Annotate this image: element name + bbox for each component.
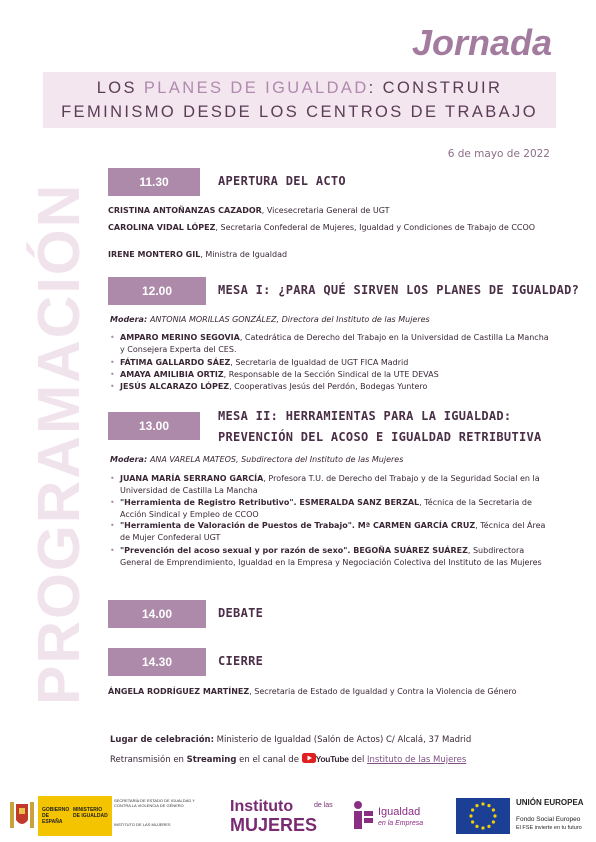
speaker-line: IRENE MONTERO GIL, Ministra de Igualdad xyxy=(108,250,288,259)
session-title: DEBATE xyxy=(218,606,264,620)
speaker-line: ÁNGELA RODRÍGUEZ MARTÍNEZ, Secretaria de Estado de Igualdad y Contra la Violencia de Género xyxy=(108,687,517,696)
list-item: • AMAYA AMILIBIA ORTIZ, Responsable de la Sección Sindical de la UTE DEVAS xyxy=(120,369,550,381)
moderator-line: Modera: ANTONIA MORILLAS GONZÁLEZ, Directora del Instituto de las Mujeres xyxy=(110,315,430,324)
stream-line: Retransmisión en Streaming en el canal de YouTube del Instituto de las Mujeres xyxy=(110,754,467,765)
header-line-2: FEMINISMO DESDE LOS CENTROS DE TRABAJO xyxy=(61,103,538,121)
igualdad-empresa-icon xyxy=(352,800,374,834)
union-europea-logo: UNIÓN EUROPEA Fondo Social Europeo El FSE invierte en tu futuro xyxy=(456,796,588,836)
list-item: • "Herramienta de Registro Retributivo". ESMERALDA SANZ BERZAL, Técnica de la Secretaria de Acción Sindical y Empleo de CCOO xyxy=(120,497,550,521)
session-title-line-1: MESA II: HERRAMIENTAS PARA LA IGUALDAD: xyxy=(218,409,512,423)
time-pill: 14.00 xyxy=(108,600,206,628)
instituto-mujeres-logo: Instituto de las MUJERES xyxy=(230,798,333,835)
event-date: 6 de mayo de 2022 xyxy=(447,148,550,160)
list-item: • "Prevención del acoso sexual y por razón de sexo". BEGOÑA SUÁREZ SUÁREZ, Subdirectora General de Emprendimiento, Igualdad en la Empresa y Negociación Colectiva del Instituto de las Mujeres xyxy=(120,545,550,569)
session-title-line-2: PREVENCIÓN DEL ACOSO E IGUALDAD RETRIBUTIVA xyxy=(218,430,542,444)
instituto-link[interactable]: Instituto de las Mujeres xyxy=(367,755,467,765)
header-line-1: LOS PLANES DE IGUALDAD: CONSTRUIR xyxy=(96,79,503,97)
time-pill: 12.00 xyxy=(108,277,206,305)
list-item: • "Herramienta de Valoración de Puestos de Trabajo". Mª CARMEN GARCÍA CRUZ, Técnica del Área de Mujer Confederal UGT xyxy=(120,520,550,544)
list-item: • JESÚS ALCARAZO LÓPEZ, Cooperativas Jesús del Perdón, Bodegas Yuntero xyxy=(120,381,550,393)
gobierno-logo: GOBIERNO DE ESPAÑA MINISTERIO DE IGUALDAD SECRETARÍA DE ESTADO DE IGUALDAD Y CONTRA LA VIOLENCIA DE GÉNERO INSTITUTO DE LAS MUJERES xyxy=(8,796,216,836)
moderator-line: Modera: ANA VARELA MATEOS, Subdirectora del Instituto de las Mujeres xyxy=(110,455,404,464)
list-item: • AMPARO MERINO SEGOVIA, Catedrática de Derecho del Trabajo en la Universidad de Castilla La Mancha y Consejera Experta del CES. xyxy=(120,332,550,356)
list-item: • FÁTIMA GALLARDO SÁEZ, Secretaria de Igualdad de UGT FICA Madrid xyxy=(120,357,550,369)
session-title: APERTURA DEL ACTO xyxy=(218,174,346,188)
youtube-label: YouTube xyxy=(315,754,349,764)
jornada-title: Jornada xyxy=(411,22,552,63)
session-title: MESA I: ¿PARA QUÉ SIRVEN LOS PLANES DE IGUALDAD? xyxy=(218,283,580,297)
coat-of-arms-icon xyxy=(8,800,36,832)
time-pill: 13.00 xyxy=(108,412,200,440)
time-pill: 11.30 xyxy=(108,168,200,196)
time-pill: 14.30 xyxy=(108,648,206,676)
list-item: • JUANA MARÍA SERRANO GARCÍA, Profesora T.U. de Derecho del Trabajo y de la Seguridad Social en la Universidad de Castilla La Mancha xyxy=(120,473,550,497)
venue-line: Lugar de celebración: Ministerio de Igualdad (Salón de Actos) C/ Alcalá, 37 Madrid xyxy=(110,735,472,745)
session-title: CIERRE xyxy=(218,654,264,668)
speaker-line: CAROLINA VIDAL LÓPEZ, Secretaria Confederal de Mujeres, Igualdad y Condiciones de Trabajo de CCOO xyxy=(108,223,536,232)
header-highlight: PLANES DE IGUALDAD xyxy=(143,79,369,97)
igualdad-empresa-logo: Igualdad en la Empresa xyxy=(352,796,442,836)
speaker-line: CRISTINA ANTOÑANZAS CAZADOR, Vicesecretaria General de UGT xyxy=(108,206,390,215)
vertical-title: PROGRAMACIÓN xyxy=(26,182,92,705)
eu-flag-icon xyxy=(456,798,510,838)
youtube-icon[interactable] xyxy=(302,753,316,766)
